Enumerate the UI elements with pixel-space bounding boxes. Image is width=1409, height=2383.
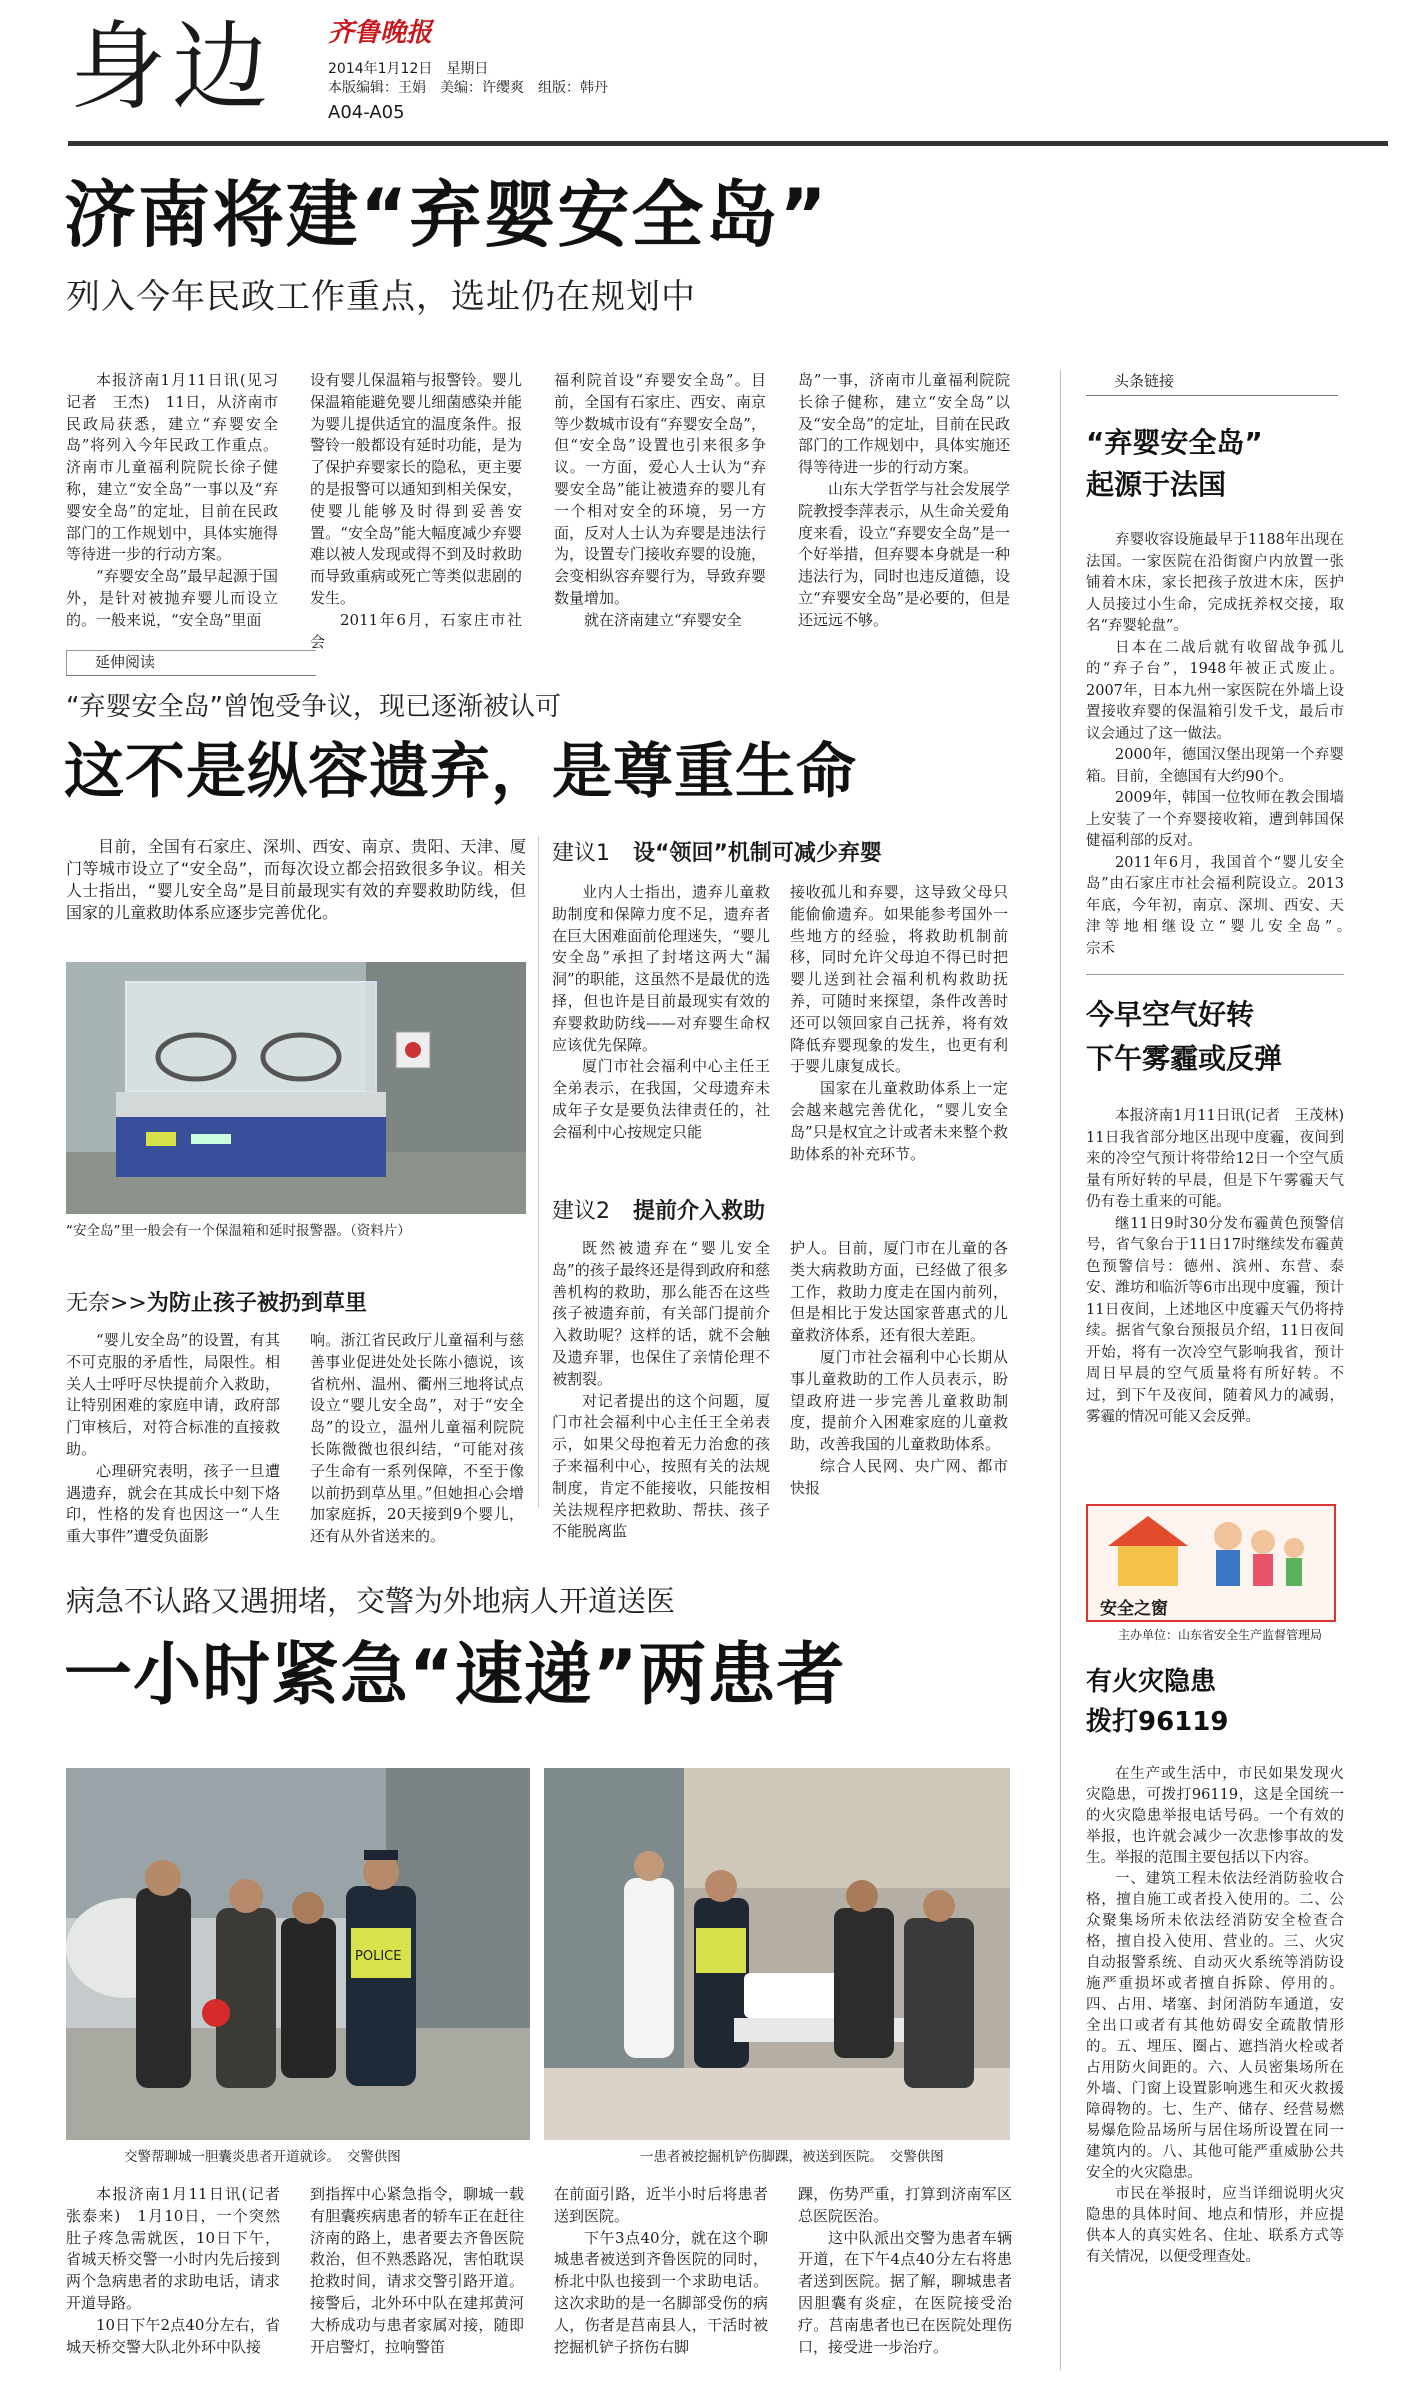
- story2-lead: 目前，全国有石家庄、深圳、西安、南京、贵阳、天津、厦门等城市设立了“安全岛”，而每次设立都会招致很多争议。相关人士指出，“婴儿安全岛”是目前最现实有效的弃婴救助防线，但国家的儿童救助体系应逐步完善优化。: [66, 837, 526, 922]
- photo-hospital: [544, 1768, 1010, 2140]
- story3-headline: 一小时紧急“速递”两患者: [64, 1636, 846, 1715]
- sub2-col2: 护人。目前，厦门市在儿童的各类大病救助方面，已经做了很多工作，救助力度走在国内前列，但是相比于发达国家普惠式的儿童救济体系，还有很大差距。 厦门市社会福利中心长期从事儿童救助的工作人员表示，盼望政府进一步完善儿童救助制度，提前介入困难家庭的儿童救助，改善我国的儿童救助体系。 综合人民网、央广网、都市快报: [790, 1239, 1008, 1497]
- story1-subhead: 列入今年民政工作重点，选址仍在规划中: [66, 277, 696, 317]
- story3-col1: 本报济南1月11日讯(记者 张泰来) 1月10日，一个突然肚子疼急需就医，10日下午，省城天桥交警一小时内先后接到两个急病患者的求助电话，请求开道导路。 10日下午2点40分左右，省城天桥交警大队北外环中队接: [66, 2185, 296, 2356]
- side1-tag: 头条链接: [1086, 370, 1338, 396]
- story2-kicker: “弃婴安全岛”曾饱受争议，现已逐渐被认可: [66, 692, 561, 722]
- safety-family-icon: [1088, 1506, 1334, 1588]
- incubator-photo: [66, 962, 526, 1214]
- date-line: 2014年1月12日 星期日: [328, 61, 489, 77]
- paper-logo: 齐鲁晚报: [328, 18, 433, 48]
- safety-window-box: [1086, 1504, 1336, 1622]
- sub3-heading: 无奈>>为防止孩子被扔到草里: [66, 1291, 367, 1316]
- masthead-rule: [68, 141, 1388, 146]
- story2-headline: 这不是纵容遗弃，是尊重生命: [64, 737, 857, 807]
- side2-title-1: 今早空气好转: [1086, 998, 1255, 1031]
- sub1-col1: 业内人士指出，遗弃儿童救助制度和保障力度不足，遗弃者在巨大困难面前伦理迷失，“婴儿安全岛”承担了封堵这两大“漏洞”的职能，这虽然不是最优的选择，但也许是目前最现实有效的弃婴救助防线——对弃婴生命权应该优先保障。 厦门市社会福利中心主任王全弟表示，在我国，父母遗弃未成年子女是要负法律责任的，社会福利中心按规定只能: [552, 883, 770, 1141]
- caption-police-escort: 交警帮聊城一胆囊炎患者开道就诊。 交警供图: [124, 2149, 401, 2165]
- story3-kicker: 病急不认路又遇拥堵，交警为外地病人开道送医: [66, 1584, 676, 1618]
- story1-col2: 设有婴儿保温箱与报警铃。婴儿保温箱能避免婴儿细菌感染并能为婴儿提供适宜的温度条件。报警铃一般都设有延时功能，是为了保护弃婴家长的隐私，更主要的是报警可以通知到相关保安，使婴儿能够及时得到妥善安置。“安全岛”能大幅度减少弃婴难以被人发现或得不到及时救助而导致重病或死亡等类似悲剧的发生。 2011年6月，石家庄市社会: [310, 371, 522, 651]
- story1-col4: 岛”一事，济南市儿童福利院院长徐子健称，建立“安全岛”以及“安全岛”的定址，目前在民政部门的工作规划中，具体实施还得等待进一步的行动方案。 山东大学哲学与社会发展学院教授李萍表示，从生命关爱角度来看，设立“弃婴安全岛”是一个好举措，但弃婴本身就是一种违法行为，同时也违反道德，设立“弃婴安全岛”是必要的，但是还远远不够。: [798, 371, 1010, 629]
- sub2-col1: 既然被遗弃在“婴儿安全岛”的孩子最终还是得到政府和慈善机构的救助，那么能否在这些孩子被遗弃前，有关部门提前介入救助呢？这样的话，就不会触及遗弃罪，也保住了亲情伦理不被割裂。 对记者提出的这个问题，厦门市社会福利中心主任王全弟表示，如果父母抱着无力治愈的孩子来福利中心，按照有关的法规制度，肯定不能接收，只能按相关法规程序把救助、帮扶、孩子不能脱离监: [552, 1239, 770, 1541]
- police-escort-illustration: [66, 1768, 530, 2140]
- photo-police-escort: [66, 1768, 530, 2140]
- sub1-col2: 接收孤儿和弃婴，这导致父母只能偷偷遗弃。如果能参考国外一些地方的经验，将救助机制前移，同时允许父母迫不得已时把婴儿送到社会福利机构救助抚养，可随时来探望，条件改善时还可以领回家自己抚养，将有效降低弃婴现象的发生，也更有利于婴儿康复成长。 国家在儿童救助体系上一定会越来越完善优化，“婴儿安全岛”只是权宜之计或者未来整个救助体系的补充环节。: [790, 883, 1008, 1163]
- side-rule-1: [1086, 974, 1344, 975]
- story2-divider: [538, 836, 539, 1508]
- page-numbers: A04-A05: [328, 102, 405, 123]
- section-title: 身边: [70, 11, 274, 123]
- story3-col3: 在前面引路，近半小时后将患者送到医院。 下午3点40分，就在这个聊城患者被送到齐鲁医院的同时，桥北中队也接到一个求助电话。这次求助的是一名脚部受伤的病人，伤者是莒南县人，干活时被挖掘机铲子挤伤右脚: [554, 2185, 768, 2356]
- story3-col4: 踝，伤势严重，打算到济南军区总医院医治。 这中队派出交警为患者车辆开道，在下午4点40分左右将患者送到医院。据了解，聊城患者因胆囊有炎症，在医院接受治疗。莒南患者也已在医院处理伤口，接受进一步治疗。: [798, 2185, 1012, 2356]
- side3-title-1: 有火灾隐患: [1086, 1667, 1217, 1697]
- story3-col2: 到指挥中心紧急指令，聊城一载有胆囊疾病患者的轿车正在赶往济南的路上，患者要去齐鲁医院救治，但不熟悉路况，害怕耽误抢救时间，请求交警引路开道。接警后，北外环中队在建邦黄河大桥成功与患者家属对接，随即开启警灯，拉响警笛: [310, 2185, 524, 2356]
- side3-body: 在生产或生活中，市民如果发现火灾隐患，可拨打96119，这是全国统一的火灾隐患举报电话号码。一个有效的举报，也许就会减少一次悲惨事故的发生。举报的范围主要包括以下内容。 一、建筑工程未依法经消防验收合格，擅自施工或者投入使用的。二、公众聚集场所未依法经消防安全检查合格，擅自投入使用、营业的。三、火灾自动报警系统、自动灭火系统等消防设施严重损坏或者擅自拆除、停用的。四、占用、堵塞、封闭消防车通道，安全出口或者有其他妨碍安全疏散情形的。五、埋压、圈占、遮挡消火栓或者占用防火间距的。六、人员密集场所在外墙、门窗上设置影响逃生和灭火救援障碍物的。七、生产、储存、经营易燃易爆危险品场所与居住场所设置在同一建筑内的。八、其他可能严重威胁公共安全的火灾隐患。 市民在举报时，应当详细说明火灾隐患的具体时间、地点和情形，并应提供本人的真实姓名、住址、联系方式等有关情况，以便受理查处。: [1086, 1766, 1344, 2265]
- incubator-caption: “安全岛”里一般会有一个保温箱和延时报警器。（资料片）: [66, 1223, 411, 1239]
- caption-hospital: 一患者被挖掘机铲伤脚踝，被送到医院。 交警供图: [640, 2149, 944, 2165]
- side2-title-2: 下午雾霾或反弹: [1086, 1042, 1283, 1075]
- hospital-illustration: [544, 1768, 1010, 2140]
- story2-tag: 延伸阅读: [66, 650, 316, 676]
- side1-body: 弃婴收容设施最早于1188年出现在法国。一家医院在沿街窗户内放置一张铺着木床，家长把孩子放进木床，医护人员接过小生命，完成抚养权交接，取名“弃婴轮盘”。 日本在二战后就有收留战争孤儿的“弃子台”，1948年被正式废止。2007年，日本九州一家医院在外墙上设置接收弃婴的保温箱引发千戈，最后市议会通过了这一做法。 2000年，德国汉堡出现第一个弃婴箱。目前，全德国有大约90个。 2009年，韩国一位牧师在教会围墙上安装了一个弃婴接收箱，遭到韩国保健福利部的反对。 2011年6月，我国首个“婴儿安全岛”由石家庄市社会福利院设立。2013年底，今年初，南京、深圳、西安、天津等地相继设立“婴儿安全岛”。 宗禾: [1086, 532, 1402, 957]
- sub2-heading: 建议2 提前介入救助: [552, 1199, 766, 1224]
- police-vest-text: POLICE: [355, 1949, 402, 1964]
- story1-col1: 本报济南1月11日讯(见习记者 王杰) 11日，从济南市民政局获悉，建立“弃婴安全岛”将列入今年民政工作重点。济南市儿童福利院院长徐子健称，建立“安全岛”一事以及“弃婴安全岛”的定址，目前在民政部门的工作规划中，具体实施得等待进一步的行动方案。 “弃婴安全岛”最早起源于国外，是针对被抛弃婴儿而设立的。一般来说，“安全岛”里面: [66, 371, 278, 629]
- story1-col3: 福利院首设“弃婴安全岛”。目前，全国有石家庄、西安、南京等少数城市设有“弃婴安全岛”，但“安全岛”设置也引来很多争议。一方面，爱心人士认为“弃婴安全岛”能让被遗弃的婴儿有一个相对安全的环境，另一方面，反对人士认为弃婴是违法行为，设置专门接收弃婴的设施，会变相纵容弃婴行为，导致弃婴数量增加。 就在济南建立“弃婴安全: [554, 371, 766, 629]
- side3-title-2: 拨打96119: [1086, 1707, 1229, 1737]
- sidebar-divider: [1060, 370, 1061, 2370]
- side2-body: 本报济南1月11日讯(记者 王茂林) 11日我省部分地区出现中度霾，夜间到来的冷空气预计将带给12日一个空气质量有所好转的早晨，但是下午雾霾天气仍有卷土重来的可能。 继11日9时30分发布霾黄色预警信号，省气象台于11日17时继续发布霾黄色预警信号：德州、滨州、东营、泰安、潍坊和临沂等6市出现中度霾，预计11日夜间，上述地区中度霾天气仍将持续。据省气象台预报员介绍，11日夜间开始，将有一次冷空气影响我省，预计周日早晨的空气质量将有所好转。不过，到下午及夜间，随着风力的减弱，雾霾的情况可能又会反弹。: [1086, 1108, 1359, 1425]
- sub1-heading: 建议1 设“领回”机制可减少弃婴: [552, 841, 882, 866]
- incubator-illustration: [66, 962, 526, 1214]
- sub3-col1: “婴儿安全岛”的设置，有其不可克服的矛盾性，局限性。相关人士呼吁尽快提前介入救助，让特别困难的家庭申请，政府部门审核后，对符合标准的直接救助。 心理研究表明，孩子一旦遭遇遗弃，就会在其成长中刻下烙印，性格的发育也因这一“人生重大事件”遭受负面影: [66, 1331, 280, 1546]
- story1-headline: 济南将建“弃婴安全岛”: [64, 173, 829, 257]
- side1-title-1: “弃婴安全岛”: [1086, 426, 1263, 459]
- safety-window-label: 安全之窗: [1100, 1599, 1168, 1619]
- side1-title-2: 起源于法国: [1086, 468, 1227, 501]
- safety-sponsor: 主办单位：山东省安全生产监督管理局: [1118, 1628, 1323, 1642]
- sub3-col2: 响。浙江省民政厅儿童福利与慈善事业促进处处长陈小德说，该省杭州、温州、衢州三地将试点设立“婴儿安全岛”，对于“安全岛”的设立，温州儿童福利院院长陈微微也很纠结，“可能对孩子生命有一系列保障，不至于像以前扔到草丛里。”但她担心会增加家庭拆，20天接到9个婴儿，还有从外省送来的。: [310, 1331, 524, 1546]
- editors-line: 本版编辑：王娟 美编：许缨爽 组版：韩丹: [328, 80, 608, 96]
